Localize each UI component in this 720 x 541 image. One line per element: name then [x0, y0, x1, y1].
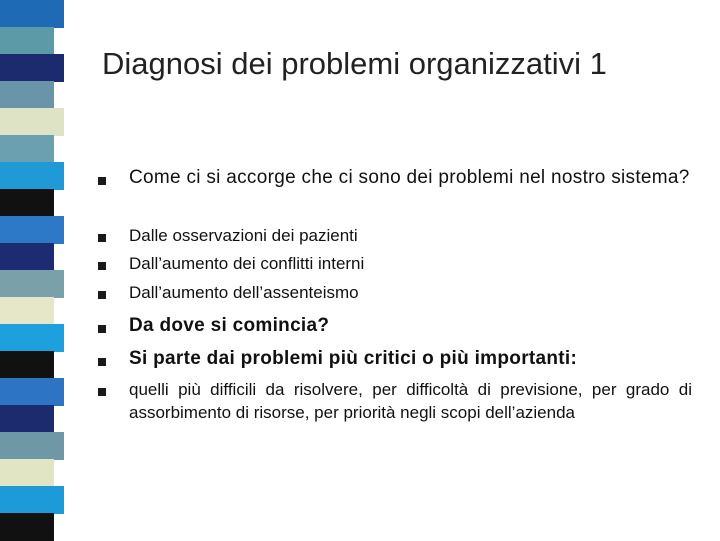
bullet-marker [98, 262, 106, 270]
stripe-segment [0, 432, 64, 460]
bullet-marker [98, 234, 106, 242]
stripe-segment [0, 270, 64, 298]
stripe-segment [0, 27, 54, 55]
stripe-segment [0, 378, 64, 406]
bullet-marker [98, 358, 106, 366]
bullet-marker [98, 388, 106, 396]
stripe-segment [0, 324, 64, 352]
stripe-segment [0, 54, 64, 82]
bullet-text: Si parte dai problemi più critici o più importanti: [129, 348, 578, 369]
bullet-text: Da dove si comincia? [129, 315, 330, 336]
bullet-text: quelli più difficili da risolvere, per difficoltà di previsione, per grado di assorbimento di risorse, per priorità negli scopi dell’azienda [129, 380, 692, 422]
slide-title: Diagnosi dei problemi organizzativi 1 [102, 46, 607, 81]
bullet-marker [98, 291, 106, 299]
stripe-segment [0, 351, 54, 379]
stripe-segment [0, 135, 54, 163]
stripe-segment [0, 0, 64, 28]
stripe-segment [0, 108, 64, 136]
stripe-segment [0, 162, 64, 190]
stripe-segment [0, 189, 54, 217]
bullet-text: Dalle osservazioni dei pazienti [129, 226, 358, 245]
bullet-text: Dall’aumento dei conflitti interni [129, 254, 365, 273]
stripe-segment [0, 486, 64, 514]
stripe-segment [0, 513, 54, 541]
bullet-text: Come ci si accorge che ci sono dei problemi nel nostro sistema? [129, 167, 690, 188]
bullet-marker [98, 325, 106, 333]
stripe-segment [0, 459, 54, 487]
stripe-segment [0, 81, 54, 109]
stripe-segment [0, 405, 54, 433]
stripe-segment [0, 216, 64, 244]
decorative-stripe [0, 0, 64, 540]
stripe-segment [0, 297, 54, 325]
stripe-segment [0, 243, 54, 271]
bullet-marker [98, 177, 106, 185]
bullet-text: Dall’aumento dell’assenteismo [129, 283, 359, 302]
